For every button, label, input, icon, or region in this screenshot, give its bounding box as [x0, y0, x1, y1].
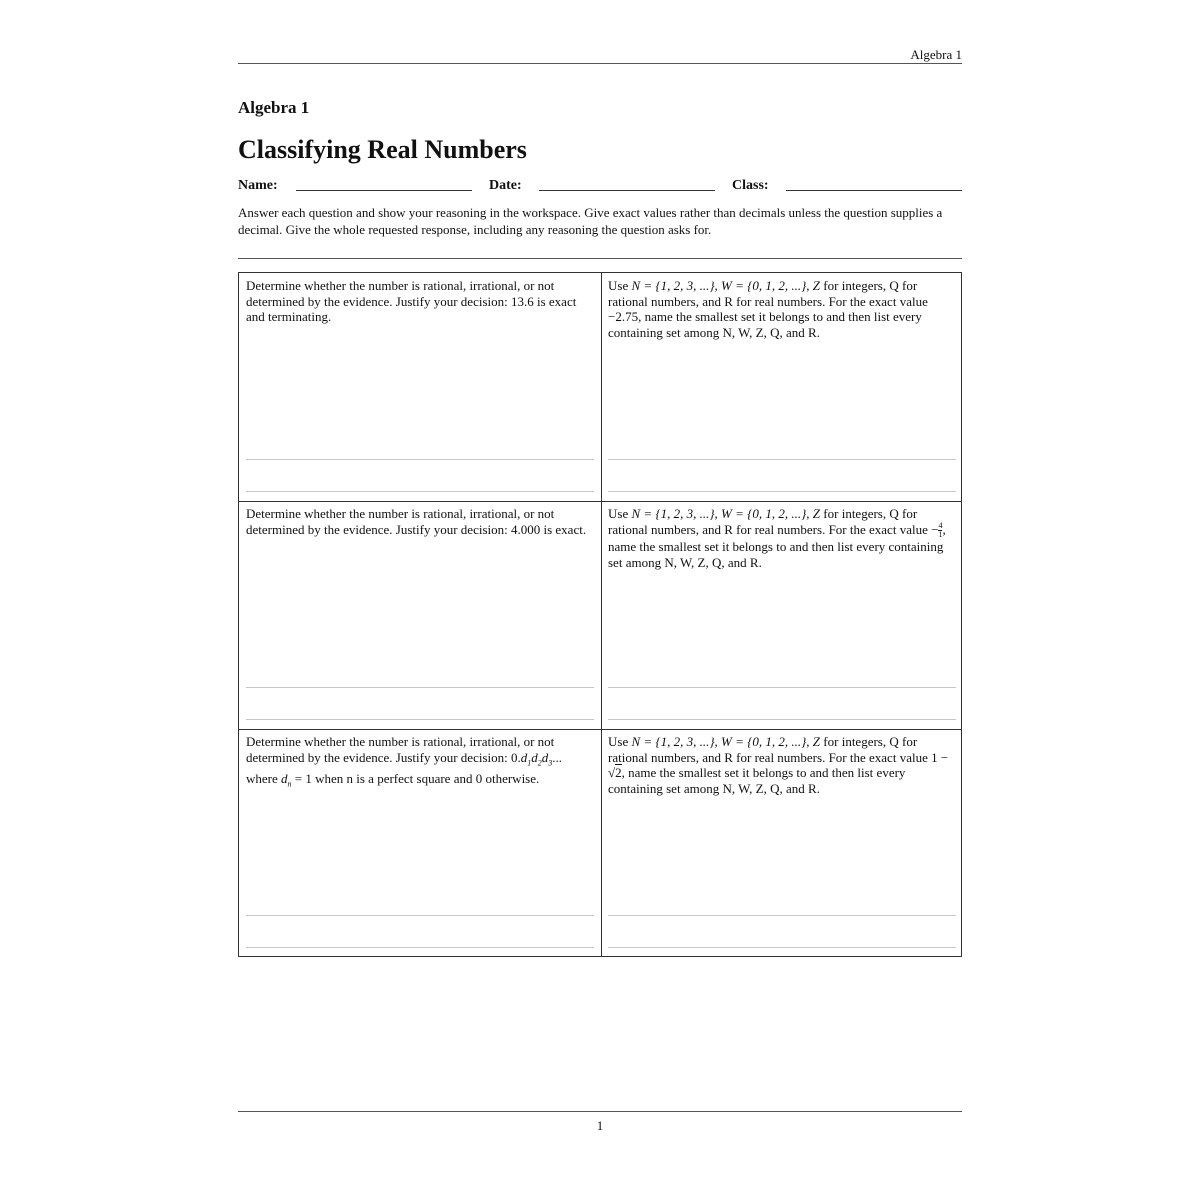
instructions: Answer each question and show your reasoning in the workspace. Give exact values rather than decimals unless the question supplies a decimal. Give the whole requested response, including any reasoning the question asks for.: [238, 205, 943, 237]
answer-line[interactable]: [246, 719, 594, 720]
answer-line[interactable]: [246, 915, 594, 916]
separator-rule: [238, 258, 962, 259]
answer-line[interactable]: [246, 687, 594, 688]
course-heading: Algebra 1: [238, 98, 310, 117]
answer-line[interactable]: [246, 947, 594, 948]
question-cell-5: [239, 729, 601, 956]
header-rule: [238, 63, 962, 64]
date-label: Date:: [489, 178, 522, 193]
question-cell-3: [239, 501, 601, 729]
answer-line[interactable]: [246, 459, 594, 460]
question-cell-2: [601, 273, 963, 501]
class-label: Class:: [732, 178, 769, 193]
question-prompt: Use N = {1, 2, 3, ...}, W = {0, 1, 2, ...}, Z for integers, Q for rational numbers, and R for real numbers. For the exact value − $\frac{4}{1}$ , name the smallest set it belongs to and then list every containing set among N, W, Z, Q, and R.: [608, 506, 946, 570]
question-cell-6: [601, 729, 963, 956]
question-prompt: Use N = {1, 2, 3, ...}, W = {0, 1, 2, ...}, Z for integers, Q for rational numbers, and R for real numbers. For the exact value −2.75, name the smallest set it belongs to and then list every containing set among N, W, Z, Q, and R.: [608, 278, 928, 340]
name-field[interactable]: [296, 190, 472, 191]
question-prompt: Determine whether the number is rational, irrational, or not determined by the evidence. Justify your decision: 13.6 is exact and terminating.: [246, 278, 577, 324]
footer-rule: [238, 1111, 962, 1112]
question-prompt: Determine whether the number is rational, irrational, or not determined by the evidence. Justify your decision: 4.000 is exact.: [246, 506, 587, 537]
date-field[interactable]: [539, 190, 715, 191]
answer-line[interactable]: [608, 719, 956, 720]
page-title: Classifying Real Numbers: [238, 135, 527, 164]
page-number: 1: [596, 1118, 604, 1133]
answer-line[interactable]: [608, 459, 956, 460]
answer-line[interactable]: [246, 491, 594, 492]
question-grid: [238, 272, 962, 957]
name-label: Name:: [238, 178, 278, 193]
fraction: $\frac{4}{1}$: [938, 521, 943, 540]
question-prompt: Use N = {1, 2, 3, ...}, W = {0, 1, 2, ...}, Z for integers, Q for rational numbers, and R for real numbers. For the exact value 1 − √2, name the smallest set it belongs to and then list every containing set among N, W, Z, Q, and R.: [608, 734, 949, 796]
answer-line[interactable]: [608, 915, 956, 916]
class-field[interactable]: [786, 190, 962, 191]
student-info-fields: [238, 178, 962, 194]
question-cell-4: [601, 501, 963, 729]
answer-line[interactable]: [608, 687, 956, 688]
answer-line[interactable]: [608, 947, 956, 948]
running-head: Algebra 1: [910, 47, 962, 62]
question-prompt: Determine whether the number is rational, irrational, or not determined by the evidence. Justify your decision: $0.d_1d_2d_3$... where $d_n = 1$ when n is a perfect square and 0 otherwise.: [246, 734, 562, 789]
answer-line[interactable]: [608, 491, 956, 492]
question-cell-1: [239, 273, 601, 501]
